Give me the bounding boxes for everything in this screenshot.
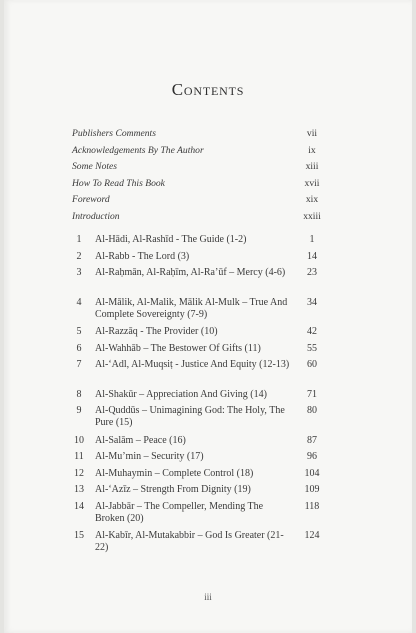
chapter-entry [72,468,332,485]
book-page [4,0,412,633]
chapter-number: 15 [74,530,84,541]
chapter-title: Al-‘Azīz – Strength From Dignity (19) [95,484,251,495]
chapter-entry [72,234,332,251]
chapter-page: 118 [304,500,320,512]
chapter-number: 6 [76,342,82,354]
toc-entry-page: vii [306,128,318,139]
chapter-page: 80 [307,405,317,416]
chapter-entry [72,389,332,406]
chapter-entry [72,405,332,435]
chapter-page: 60 [307,359,317,370]
chapter-page: 124 [304,530,320,541]
chapter-page: 96 [307,451,317,462]
chapter-number: 13 [74,484,84,495]
chapter-title: Al-‘Adl, Al-Muqsiṭ - Justice And Equity (12-13) [95,359,290,370]
chapter-number: 3 [76,267,82,278]
chapter-entry [72,501,332,531]
page-number: iii [204,592,212,602]
toc-entry-label: How To Read This Book [72,177,165,189]
page-title: Contents [171,80,245,99]
chapter-number: 9 [76,405,82,416]
chapter-number: 7 [76,359,82,370]
toc-entry-label: Some Notes [72,161,118,172]
chapter-entry [72,530,332,560]
chapter-title: Al-Salām – Peace (16) [95,434,186,446]
chapter-page: 55 [307,342,317,354]
chapter-number: 12 [74,467,84,479]
chapter-number: 4 [76,296,82,308]
toc-entry [72,128,322,145]
chapter-title: Al-Hādi, Al-Rashīd - The Guide (1-2) [95,234,247,245]
chapter-page: 34 [307,296,317,308]
chapter-title: Al-Jabbār – The Compeller, Mending The Broken (20) [95,500,264,524]
chapter-number: 5 [76,326,82,337]
chapter-title: Al-Razzāq - The Provider (10) [95,326,218,337]
chapter-list [72,234,332,560]
toc-entry-page: xix [305,194,319,205]
chapter-page: 23 [307,267,317,278]
toc-entry [72,161,322,178]
chapter-entry [72,359,332,389]
toc-entry-page: xxiii [303,210,321,222]
chapter-entry [72,251,332,268]
chapter-entry [72,484,332,501]
chapter-page: 14 [307,250,317,262]
chapter-title: Al-Quddūs – Unimagining God: The Holy, The Pure (15) [95,405,285,428]
front-matter-list [72,128,322,227]
chapter-number: 10 [74,434,84,446]
toc-entry [72,178,322,195]
toc-entry-label: Acknowledgements By The Author [72,144,204,156]
chapter-title: Al-Wahhāb – The Bestower Of Gifts (11) [95,342,261,354]
chapter-entry [72,326,332,343]
toc-entry-label: Introduction [72,210,120,222]
chapter-number: 8 [76,388,82,400]
toc-entry-page: xvii [304,177,320,189]
chapter-page: 42 [307,326,317,337]
chapter-entry [72,267,332,297]
chapter-title: Al-Mu’min – Security (17) [95,451,204,462]
toc-entry-page: ix [308,144,316,156]
chapter-entry [72,435,332,452]
chapter-page: 104 [304,467,320,479]
chapter-page: 87 [307,434,317,446]
chapter-entry [72,343,332,360]
toc-entry-label: Foreword [72,194,110,205]
chapter-title: Al-Muhaymin – Complete Control (18) [95,467,254,479]
chapter-entry [72,297,332,327]
chapter-page: 71 [307,388,317,400]
chapter-number: 11 [74,451,84,462]
toc-entry-page: xiii [305,161,319,172]
chapter-page: 109 [304,484,320,495]
toc-entry [72,194,322,211]
toc-entry [72,211,322,228]
chapter-number: 14 [74,500,84,512]
chapter-title: Al-Mālik, Al-Malik, Mālik Al-Mulk – True And Complete Sovereignty (7-9) [95,296,288,320]
toc-entry [72,145,322,162]
chapter-page: 1 [309,234,315,245]
chapter-title: Al-Raḥmān, Al-Raḥīm, Al-Ra’ūf – Mercy (4-6) [95,267,286,278]
chapter-title: Al-Rabb - The Lord (3) [95,250,190,262]
chapter-title: Al-Kabīr, Al-Mutakabbir – God Is Greater (21-22) [95,530,284,553]
chapter-number: 1 [76,234,82,245]
chapter-entry [72,451,332,468]
toc-entry-label: Publishers Comments [72,128,156,139]
chapter-title: Al-Shakūr – Appreciation And Giving (14) [95,388,267,400]
chapter-number: 2 [76,250,82,262]
